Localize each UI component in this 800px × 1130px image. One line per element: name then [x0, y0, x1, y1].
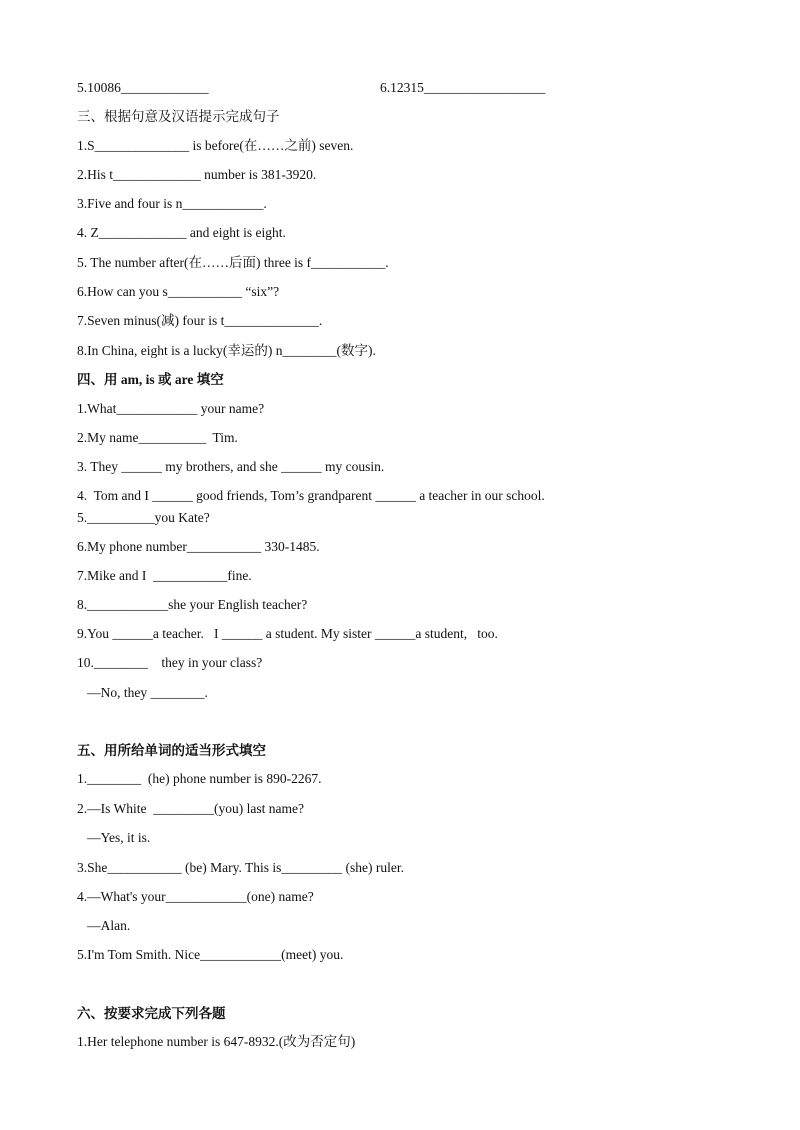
section-4-title: 四、用 am, is 或 are 填空: [77, 372, 224, 387]
section-3-item: 3.Five and four is n____________.: [77, 196, 267, 211]
section-5-title: 五、用所给单词的适当形式填空: [77, 743, 266, 758]
section-6-title: 六、按要求完成下列各题: [77, 1006, 226, 1021]
section-4-item: 8.____________she your English teacher?: [77, 597, 308, 612]
question-6-number: 6.12315__________________: [380, 80, 546, 95]
section-5-item: 1.________ (he) phone number is 890-2267.: [77, 771, 322, 786]
section-4-item: 6.My phone number___________ 330-1485.: [77, 539, 320, 554]
section-3-item: 1.S______________ is before(在……之前) seven.: [77, 138, 354, 153]
section-4-item: 10.________ they in your class?: [77, 655, 263, 670]
section-4-item: 1.What____________ your name?: [77, 401, 265, 416]
section-4-item: 2.My name__________ Tim.: [77, 430, 238, 445]
section-5-item: 4.—What's your____________(one) name?: [77, 889, 314, 904]
section-3-item: 6.How can you s___________ “six”?: [77, 284, 280, 299]
section-3-item: 5. The number after(在……后面) three is f___________.: [77, 255, 389, 270]
section-3-item: 7.Seven minus(减) four is t______________.: [77, 313, 323, 328]
section-3-item: 2.His t_____________ number is 381-3920.: [77, 167, 317, 182]
section-3-item: 8.In China, eight is a lucky(幸运的) n________(数字).: [77, 343, 376, 358]
question-5-number: 5.10086_____________: [77, 80, 209, 95]
section-3-title: 三、根据句意及汉语提示完成句子: [77, 109, 280, 124]
section-5-answer: —Yes, it is.: [77, 830, 151, 845]
section-5-answer: —Alan.: [77, 918, 131, 933]
section-6-item: 1.Her telephone number is 647-8932.(改为否定句): [77, 1034, 356, 1049]
section-4-item: 4. Tom and I ______ good friends, Tom’s grandparent ______ a teacher in our school.: [77, 488, 545, 503]
section-4-answer: —No, they ________.: [77, 685, 208, 700]
section-4-item: 7.Mike and I ___________fine.: [77, 568, 252, 583]
section-5-item: 2.—Is White _________(you) last name?: [77, 801, 304, 816]
section-5-item: 3.She___________ (be) Mary. This is_________ (she) ruler.: [77, 860, 404, 875]
section-4-item: 3. They ______ my brothers, and she ______ my cousin.: [77, 459, 385, 474]
section-3-item: 4. Z_____________ and eight is eight.: [77, 225, 286, 240]
section-4-item: 9.You ______a teacher. I ______ a student. My sister ______a student, too.: [77, 626, 498, 641]
section-5-item: 5.I'm Tom Smith. Nice____________(meet) you.: [77, 947, 344, 962]
section-4-item: 5.__________you Kate?: [77, 510, 210, 525]
